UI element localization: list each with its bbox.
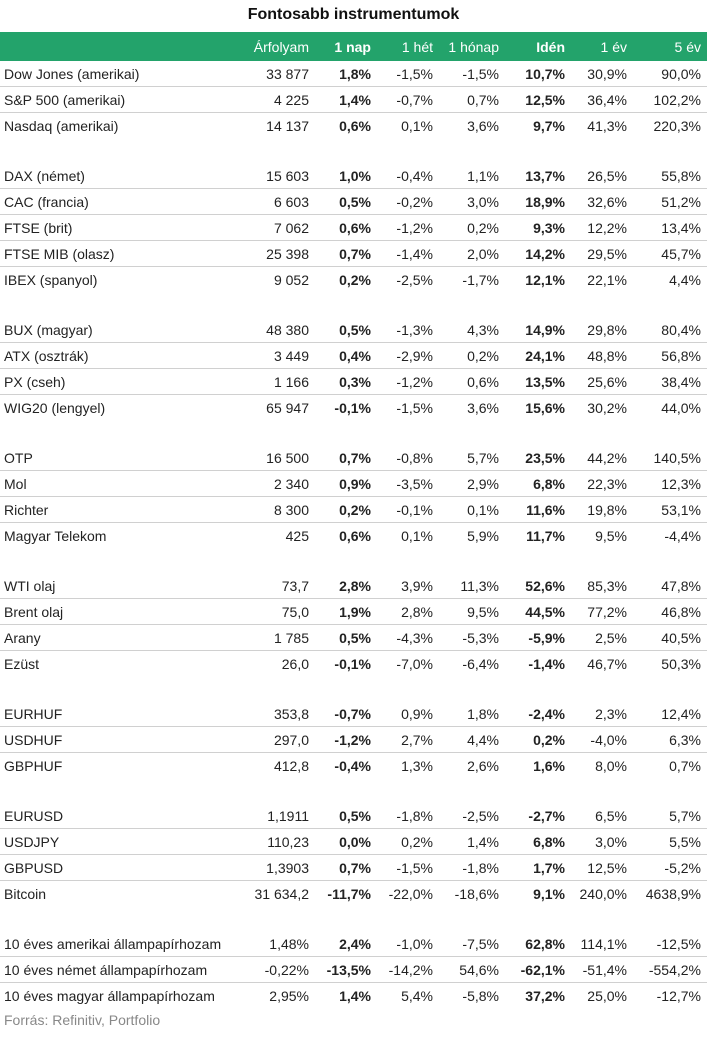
change-5-year-cell: 0,7% (669, 757, 701, 774)
change-1-week-cell: -0,8% (377, 445, 439, 471)
change-ytd-cell: -62,1% (505, 957, 571, 983)
instrument-name-cell: GBPHUF (4, 757, 63, 774)
change-5-year-cell: 4,4% (669, 271, 701, 288)
spacer-cell (0, 292, 707, 317)
change-1-week-cell: -0,7% (377, 87, 439, 113)
instrument-name-cell: EURHUF (0, 701, 240, 727)
instrument-name-cell: S&P 500 (amerikai) (0, 87, 240, 113)
change-ytd-cell: 13,5% (505, 369, 571, 395)
instrument-name-cell: DAX (német) (0, 163, 240, 189)
change-1-year-cell: 240,0% (579, 885, 627, 902)
change-1-month-cell: 2,0% (439, 241, 505, 267)
header-row (0, 32, 707, 61)
change-1-week-cell: -1,5% (377, 855, 439, 881)
change-5-year-cell: 90,0% (633, 61, 707, 87)
change-ytd-cell: 9,7% (533, 117, 565, 134)
change-ytd-cell: 14,2% (505, 241, 571, 267)
change-1-month-cell: -1,5% (439, 61, 505, 87)
instrument-name-cell: 10 éves német állampapírhozam (0, 957, 240, 983)
spacer-cell (0, 138, 707, 163)
change-1-year-cell: 12,5% (571, 855, 633, 881)
change-1-year-cell: 12,2% (571, 215, 633, 241)
change-5-year-cell: 4638,9% (645, 885, 701, 902)
change-1-week-cell: 0,2% (377, 829, 439, 855)
instrument-name-cell: USDHUF (0, 727, 240, 753)
change-1-day-cell: -11,7% (327, 885, 371, 902)
change-1-month-cell: 5,7% (439, 445, 505, 471)
change-ytd-cell: 24,1% (505, 343, 571, 369)
table-row (0, 625, 707, 651)
price-cell: 6 603 (240, 189, 315, 215)
change-1-month-cell: 4,4% (439, 727, 505, 753)
change-ytd-cell: 37,2% (525, 987, 565, 1004)
change-1-month-cell: -5,8% (462, 987, 499, 1004)
change-1-day-cell: 0,3% (315, 369, 377, 395)
change-1-month-cell: 54,6% (439, 957, 505, 983)
change-1-week-cell: -4,3% (377, 625, 439, 651)
change-1-day-cell: -1,2% (315, 727, 377, 753)
price-cell: 4 225 (240, 87, 315, 113)
change-1-year-cell: 2,5% (571, 625, 633, 651)
header-1-year: 1 év (571, 32, 633, 61)
change-1-year-cell: 6,5% (571, 803, 633, 829)
change-ytd-cell: 1,7% (505, 855, 571, 881)
change-ytd-cell: 9,3% (505, 215, 571, 241)
instrument-name-cell: Magyar Telekom (4, 527, 107, 544)
instrument-name-cell: PX (cseh) (0, 369, 240, 395)
instrument-name-cell: USDJPY (0, 829, 240, 855)
change-1-day-cell: 0,5% (315, 317, 377, 343)
change-ytd-cell: 6,8% (505, 471, 571, 497)
change-1-week-cell: -1,2% (377, 369, 439, 395)
price-cell: 48 380 (240, 317, 315, 343)
change-1-week-cell: -0,2% (377, 189, 439, 215)
change-5-year-cell: 53,1% (633, 497, 707, 523)
change-1-week-cell: -1,0% (377, 931, 439, 957)
price-cell: 110,23 (240, 829, 315, 855)
change-ytd-cell: 12,1% (525, 271, 565, 288)
change-ytd-cell: 0,2% (505, 727, 571, 753)
change-1-day-cell: 2,8% (315, 573, 377, 599)
change-ytd-cell: 15,6% (525, 399, 565, 416)
instrument-name-cell: OTP (0, 445, 240, 471)
price-cell: 2,95% (269, 987, 309, 1004)
price-cell: 425 (285, 527, 309, 544)
change-1-week-cell: -1,5% (396, 399, 433, 416)
instrument-name-cell: IBEX (spanyol) (4, 271, 98, 288)
change-ytd-cell: 11,7% (526, 527, 565, 544)
change-1-month-cell: 0,1% (439, 497, 505, 523)
table-row (0, 343, 707, 369)
change-1-week-cell: -1,2% (377, 215, 439, 241)
change-ytd-cell: -5,9% (505, 625, 571, 651)
change-ytd-cell: 12,5% (505, 87, 571, 113)
change-1-year-cell: 25,6% (571, 369, 633, 395)
price-cell: 353,8 (240, 701, 315, 727)
change-1-week-cell: -1,8% (377, 803, 439, 829)
change-ytd-cell: 14,9% (505, 317, 571, 343)
spacer-cell (0, 778, 707, 803)
price-cell: 1 785 (240, 625, 315, 651)
table-row (0, 829, 707, 855)
table-row (0, 445, 707, 471)
change-1-week-cell: -2,9% (377, 343, 439, 369)
change-1-day-cell: 0,2% (339, 271, 371, 288)
change-5-year-cell: 50,3% (661, 655, 701, 672)
instrument-name-cell: BUX (magyar) (0, 317, 240, 343)
change-5-year-cell: 55,8% (633, 163, 707, 189)
table-row (0, 215, 707, 241)
change-1-week-cell: -1,4% (377, 241, 439, 267)
table-row (0, 803, 707, 829)
change-1-year-cell: 3,0% (571, 829, 633, 855)
header-1-day: 1 nap (315, 32, 377, 61)
change-1-week-cell: 1,3% (401, 757, 433, 774)
change-1-week-cell: -7,0% (396, 655, 433, 672)
change-1-day-cell: -0,1% (334, 399, 371, 416)
change-ytd-cell: 10,7% (505, 61, 571, 87)
source-note: Forrás: Refinitiv, Portfolio (4, 1012, 161, 1028)
change-1-day-cell: 0,6% (315, 215, 377, 241)
price-cell: 7 062 (240, 215, 315, 241)
change-1-day-cell: 2,4% (315, 931, 377, 957)
group-spacer (0, 906, 707, 931)
change-5-year-cell: 140,5% (633, 445, 707, 471)
change-ytd-cell: 13,7% (505, 163, 571, 189)
change-1-week-cell: -14,2% (377, 957, 439, 983)
change-1-week-cell: -1,5% (377, 61, 439, 87)
change-5-year-cell: 47,8% (633, 573, 707, 599)
instrument-name-cell: Ezüst (4, 655, 40, 672)
change-1-year-cell: 44,2% (571, 445, 633, 471)
table-row (0, 395, 707, 421)
change-ytd-cell: -1,4% (528, 655, 565, 672)
change-1-week-cell: -22,0% (388, 885, 433, 902)
price-cell: 1 166 (240, 369, 315, 395)
change-1-year-cell: 30,2% (587, 399, 627, 416)
change-1-month-cell: 0,7% (439, 87, 505, 113)
change-1-day-cell: 0,0% (315, 829, 377, 855)
change-ytd-cell: -2,7% (505, 803, 571, 829)
change-1-year-cell: 36,4% (571, 87, 633, 113)
table-row (0, 855, 707, 881)
price-cell: 65 947 (266, 399, 309, 416)
price-cell: 15 603 (240, 163, 315, 189)
change-1-day-cell: 0,6% (339, 527, 371, 544)
price-cell: 14 137 (266, 117, 309, 134)
change-1-month-cell: -1,7% (462, 271, 499, 288)
price-cell: 26,0 (281, 655, 309, 672)
change-1-week-cell: 2,8% (377, 599, 439, 625)
change-1-year-cell: 48,8% (571, 343, 633, 369)
group-spacer (0, 420, 707, 445)
price-cell: 8 300 (240, 497, 315, 523)
change-5-year-cell: 5,7% (633, 803, 707, 829)
instrument-name-cell: Arany (0, 625, 240, 651)
table-row (0, 931, 707, 957)
instrument-name-cell: WTI olaj (0, 573, 240, 599)
change-5-year-cell: 13,4% (633, 215, 707, 241)
change-5-year-cell: -5,2% (633, 855, 707, 881)
change-ytd-cell: 18,9% (505, 189, 571, 215)
change-1-week-cell: 2,7% (377, 727, 439, 753)
change-1-month-cell: 1,1% (439, 163, 505, 189)
change-1-month-cell: 3,0% (439, 189, 505, 215)
price-cell: 16 500 (240, 445, 315, 471)
table-row (0, 599, 707, 625)
table-row (0, 189, 707, 215)
change-5-year-cell: 220,3% (653, 117, 701, 134)
change-1-year-cell: 41,3% (587, 117, 627, 134)
table-row (0, 983, 707, 1009)
change-1-month-cell: 4,3% (439, 317, 505, 343)
price-cell: 31 634,2 (254, 885, 309, 902)
table-body (0, 61, 707, 1008)
change-ytd-cell: 44,5% (505, 599, 571, 625)
change-1-month-cell: -7,5% (439, 931, 505, 957)
price-cell: 3 449 (240, 343, 315, 369)
change-1-day-cell: 1,4% (339, 987, 371, 1004)
price-cell: 25 398 (240, 241, 315, 267)
table-row (0, 727, 707, 753)
header-ytd: Idén (505, 32, 571, 61)
table-row (0, 881, 707, 907)
change-1-day-cell: 1,9% (315, 599, 377, 625)
change-1-year-cell: 8,0% (595, 757, 627, 774)
change-1-month-cell: 9,5% (439, 599, 505, 625)
change-1-day-cell: 1,4% (315, 87, 377, 113)
spacer-cell (0, 676, 707, 701)
change-1-year-cell: -51,4% (571, 957, 633, 983)
table-title: Fontosabb instrumentumok (247, 6, 460, 23)
group-spacer (0, 548, 707, 573)
group-spacer (0, 778, 707, 803)
instrument-name-cell: Richter (0, 497, 240, 523)
change-ytd-cell: 11,6% (505, 497, 571, 523)
change-1-month-cell: -1,8% (439, 855, 505, 881)
change-1-year-cell: 30,9% (571, 61, 633, 87)
table-row (0, 369, 707, 395)
change-1-month-cell: -18,6% (454, 885, 499, 902)
price-cell: 1,1911 (240, 803, 315, 829)
header-1-week: 1 hét (377, 32, 439, 61)
change-5-year-cell: 80,4% (633, 317, 707, 343)
spacer-cell (0, 906, 707, 931)
change-1-day-cell: -0,7% (315, 701, 377, 727)
change-1-day-cell: 0,5% (315, 625, 377, 651)
change-1-week-cell: -0,1% (377, 497, 439, 523)
change-5-year-cell: 6,3% (633, 727, 707, 753)
change-5-year-cell: -12,5% (633, 931, 707, 957)
instrument-name-cell: FTSE (brit) (0, 215, 240, 241)
table-row (0, 573, 707, 599)
change-1-week-cell: 5,4% (401, 987, 433, 1004)
change-1-day-cell: 0,9% (315, 471, 377, 497)
price-cell: -0,22% (240, 957, 315, 983)
change-1-year-cell: 85,3% (571, 573, 633, 599)
change-1-month-cell: -2,5% (439, 803, 505, 829)
group-spacer (0, 292, 707, 317)
instrument-name-cell: GBPUSD (0, 855, 240, 881)
change-5-year-cell: 5,5% (633, 829, 707, 855)
change-1-month-cell: 0,6% (439, 369, 505, 395)
header-price: Árfolyam (240, 32, 315, 61)
header-5-year: 5 év (633, 32, 707, 61)
change-1-month-cell: 2,6% (467, 757, 499, 774)
change-1-week-cell: -2,5% (396, 271, 433, 288)
change-1-year-cell: 29,5% (571, 241, 633, 267)
change-1-month-cell: 5,9% (467, 527, 499, 544)
table-row (0, 241, 707, 267)
change-5-year-cell: 12,3% (633, 471, 707, 497)
change-ytd-cell: 23,5% (505, 445, 571, 471)
change-1-year-cell: 32,6% (571, 189, 633, 215)
instrument-name-cell: Brent olaj (0, 599, 240, 625)
change-1-month-cell: 1,4% (439, 829, 505, 855)
change-1-day-cell: -13,5% (315, 957, 377, 983)
price-cell: 2 340 (240, 471, 315, 497)
change-1-month-cell: 2,9% (439, 471, 505, 497)
change-1-day-cell: 0,7% (315, 241, 377, 267)
table-row (0, 957, 707, 983)
instruments-table (0, 32, 707, 1008)
change-1-year-cell: -4,0% (571, 727, 633, 753)
price-cell: 75,0 (240, 599, 315, 625)
instrument-name-cell: 10 éves magyar állampapírhozam (4, 987, 215, 1004)
table-row (0, 267, 707, 293)
change-1-week-cell: -0,4% (377, 163, 439, 189)
change-5-year-cell: 56,8% (633, 343, 707, 369)
price-cell: 297,0 (240, 727, 315, 753)
group-spacer (0, 676, 707, 701)
change-1-month-cell: -5,3% (439, 625, 505, 651)
change-5-year-cell: -554,2% (633, 957, 707, 983)
price-cell: 1,48% (240, 931, 315, 957)
change-5-year-cell: 45,7% (633, 241, 707, 267)
change-1-week-cell: 0,1% (401, 117, 433, 134)
change-1-month-cell: 1,8% (439, 701, 505, 727)
change-5-year-cell: 12,4% (633, 701, 707, 727)
spacer-cell (0, 420, 707, 445)
change-1-year-cell: 19,8% (571, 497, 633, 523)
table-row (0, 651, 707, 677)
change-5-year-cell: 44,0% (661, 399, 701, 416)
spacer-cell (0, 548, 707, 573)
change-1-month-cell: 11,3% (439, 573, 505, 599)
change-1-year-cell: 25,0% (587, 987, 627, 1004)
change-5-year-cell: 102,2% (633, 87, 707, 113)
instrument-name-cell: WIG20 (lengyel) (4, 399, 106, 416)
instrument-name-cell: Mol (0, 471, 240, 497)
instrument-name-cell: EURUSD (0, 803, 240, 829)
price-cell: 412,8 (273, 757, 309, 774)
change-1-week-cell: 0,9% (377, 701, 439, 727)
table-row (0, 113, 707, 139)
change-ytd-cell: 52,6% (505, 573, 571, 599)
change-1-day-cell: 0,4% (315, 343, 377, 369)
table-row (0, 701, 707, 727)
table-row (0, 163, 707, 189)
change-ytd-cell: -2,4% (505, 701, 571, 727)
change-1-day-cell: -0,1% (334, 655, 371, 672)
change-ytd-cell: 6,8% (505, 829, 571, 855)
change-5-year-cell: 51,2% (633, 189, 707, 215)
header-name (0, 32, 240, 61)
change-1-year-cell: 26,5% (571, 163, 633, 189)
change-1-year-cell: 46,7% (587, 655, 627, 672)
group-spacer (0, 138, 707, 163)
change-1-day-cell: -0,4% (334, 757, 371, 774)
change-5-year-cell: -12,7% (656, 987, 701, 1004)
change-1-day-cell: 1,0% (315, 163, 377, 189)
change-1-week-cell: 0,1% (401, 527, 433, 544)
change-ytd-cell: 62,8% (505, 931, 571, 957)
table-row (0, 87, 707, 113)
table-row (0, 523, 707, 549)
price-cell: 73,7 (240, 573, 315, 599)
change-5-year-cell: 40,5% (633, 625, 707, 651)
header-1-month: 1 hónap (439, 32, 505, 61)
price-cell: 9 052 (273, 271, 309, 288)
instrument-name-cell: 10 éves amerikai állampapírhozam (0, 931, 240, 957)
change-1-month-cell: 3,6% (467, 399, 499, 416)
instrument-name-cell: Dow Jones (amerikai) (0, 61, 240, 87)
change-1-year-cell: 114,1% (571, 931, 633, 957)
change-1-day-cell: 1,8% (315, 61, 377, 87)
change-ytd-cell: 1,6% (533, 757, 565, 774)
change-5-year-cell: 38,4% (633, 369, 707, 395)
change-1-month-cell: -6,4% (462, 655, 499, 672)
change-1-day-cell: 0,7% (315, 855, 377, 881)
change-1-year-cell: 2,3% (571, 701, 633, 727)
instrument-name-cell: FTSE MIB (olasz) (0, 241, 240, 267)
change-1-year-cell: 22,1% (587, 271, 627, 288)
table-row (0, 497, 707, 523)
change-1-day-cell: 0,6% (339, 117, 371, 134)
change-1-day-cell: 0,2% (315, 497, 377, 523)
table-row (0, 317, 707, 343)
instrument-name-cell: ATX (osztrák) (0, 343, 240, 369)
instrument-name-cell: Nasdaq (amerikai) (4, 117, 119, 134)
price-cell: 1,3903 (240, 855, 315, 881)
change-1-month-cell: 3,6% (467, 117, 499, 134)
table-row (0, 61, 707, 87)
change-ytd-cell: 9,1% (533, 885, 565, 902)
change-5-year-cell: 46,8% (633, 599, 707, 625)
change-1-week-cell: 3,9% (377, 573, 439, 599)
change-1-day-cell: 0,5% (315, 189, 377, 215)
change-1-day-cell: 0,7% (315, 445, 377, 471)
change-1-week-cell: -1,3% (377, 317, 439, 343)
change-5-year-cell: -4,4% (664, 527, 701, 544)
instrument-name-cell: Bitcoin (4, 885, 47, 902)
change-1-year-cell: 77,2% (571, 599, 633, 625)
change-1-year-cell: 22,3% (571, 471, 633, 497)
change-1-month-cell: 0,2% (439, 215, 505, 241)
instrument-name-cell: CAC (francia) (0, 189, 240, 215)
table-row (0, 753, 707, 779)
change-1-day-cell: 0,5% (315, 803, 377, 829)
change-1-week-cell: -3,5% (377, 471, 439, 497)
change-1-month-cell: 0,2% (439, 343, 505, 369)
price-cell: 33 877 (240, 61, 315, 87)
change-1-year-cell: 29,8% (571, 317, 633, 343)
table-row (0, 471, 707, 497)
change-1-year-cell: 9,5% (595, 527, 627, 544)
